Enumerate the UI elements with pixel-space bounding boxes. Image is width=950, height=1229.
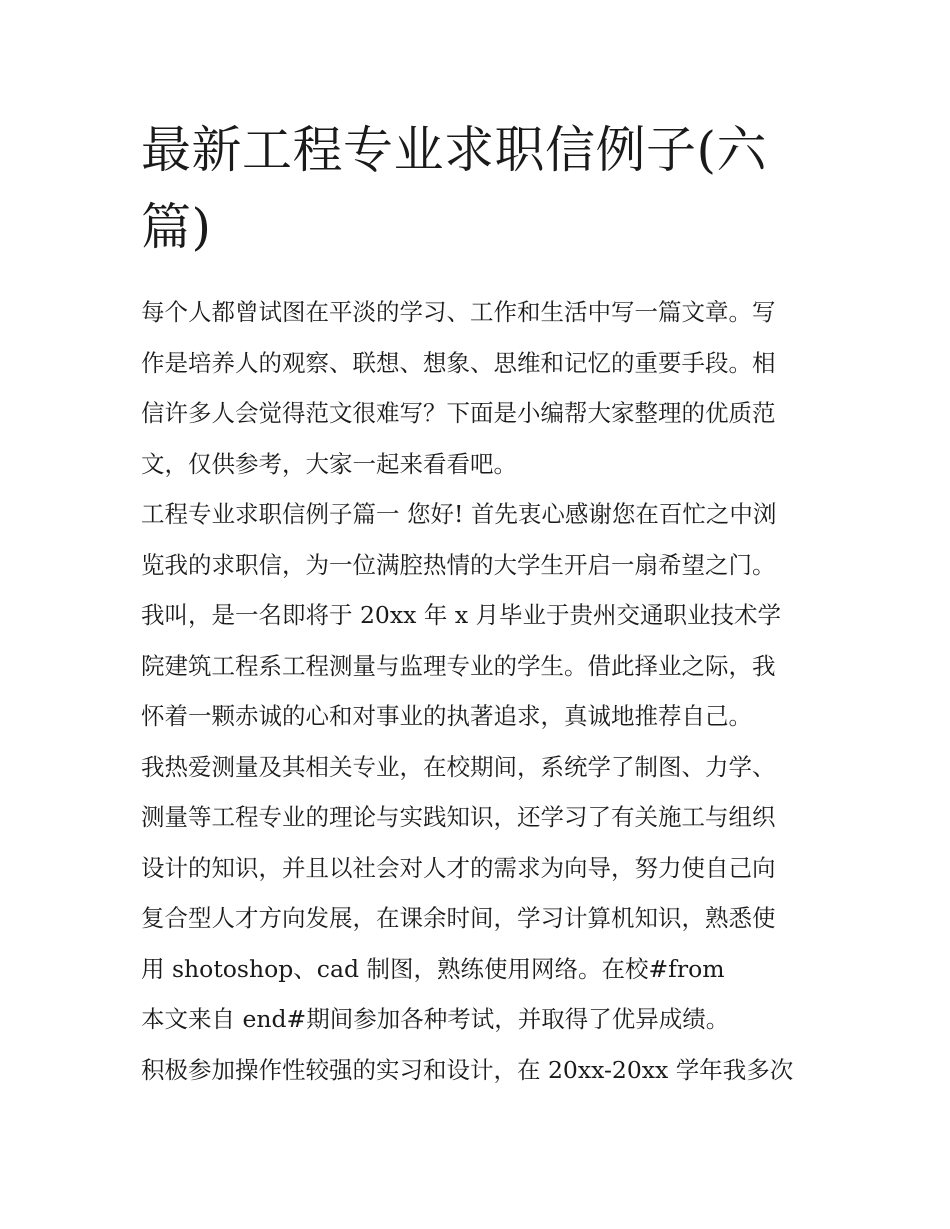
document-title: 最新工程专业求职信例子(六篇) bbox=[141, 121, 768, 256]
body-line: 积极参加操作性较强的实习和设计，在 20xx-20xx 学年我多次 bbox=[141, 1055, 794, 1084]
body-line: 本文来自 end#期间参加各种考试，并取得了优异成绩。 bbox=[141, 1005, 730, 1033]
body-line: 我热爱测量及其相关专业，在校期间，系统学了制图、力学、 bbox=[141, 752, 776, 781]
body-line: 作是培养人的观察、联想、想象、思维和记忆的重要手段。相 bbox=[141, 348, 776, 377]
body-line: 设计的知识，并且以社会对人才的需求为向导，努力使自己向 bbox=[141, 853, 776, 882]
body-line: 每个人都曾试图在平淡的学习、工作和生活中写一篇文章。写 bbox=[141, 298, 776, 326]
body-line: 测量等工程专业的理论与实践知识，还学习了有关施工与组织 bbox=[141, 803, 776, 831]
body-line: 复合型人才方向发展，在课余时间，学习计算机知识，熟悉使 bbox=[141, 904, 776, 932]
body-line: 用 shotoshop、cad 制图，熟练使用网络。在校#from bbox=[141, 954, 725, 983]
body-line: 院建筑工程系工程测量与监理专业的学生。借此择业之际，我 bbox=[141, 651, 776, 680]
body-line: 工程专业求职信例子篇一 您好! 首先衷心感谢您在百忙之中浏 bbox=[141, 500, 777, 528]
body-line: 览我的求职信，为一位满腔热情的大学生开启一扇希望之门。 bbox=[141, 550, 776, 579]
document-body bbox=[141, 287, 821, 1095]
document-content bbox=[141, 112, 821, 1095]
body-line: 信许多人会觉得范文很难写？下面是小编帮大家整理的优质范 bbox=[141, 399, 776, 427]
body-line: 怀着一颗赤诚的心和对事业的执著追求，真诚地推荐自己。 bbox=[141, 702, 752, 730]
body-line: 我叫，是一名即将于 20xx 年 x 月毕业于贵州交通职业技术学 bbox=[141, 601, 782, 629]
body-line: 文，仅供参考，大家一起来看看吧。 bbox=[141, 449, 517, 478]
